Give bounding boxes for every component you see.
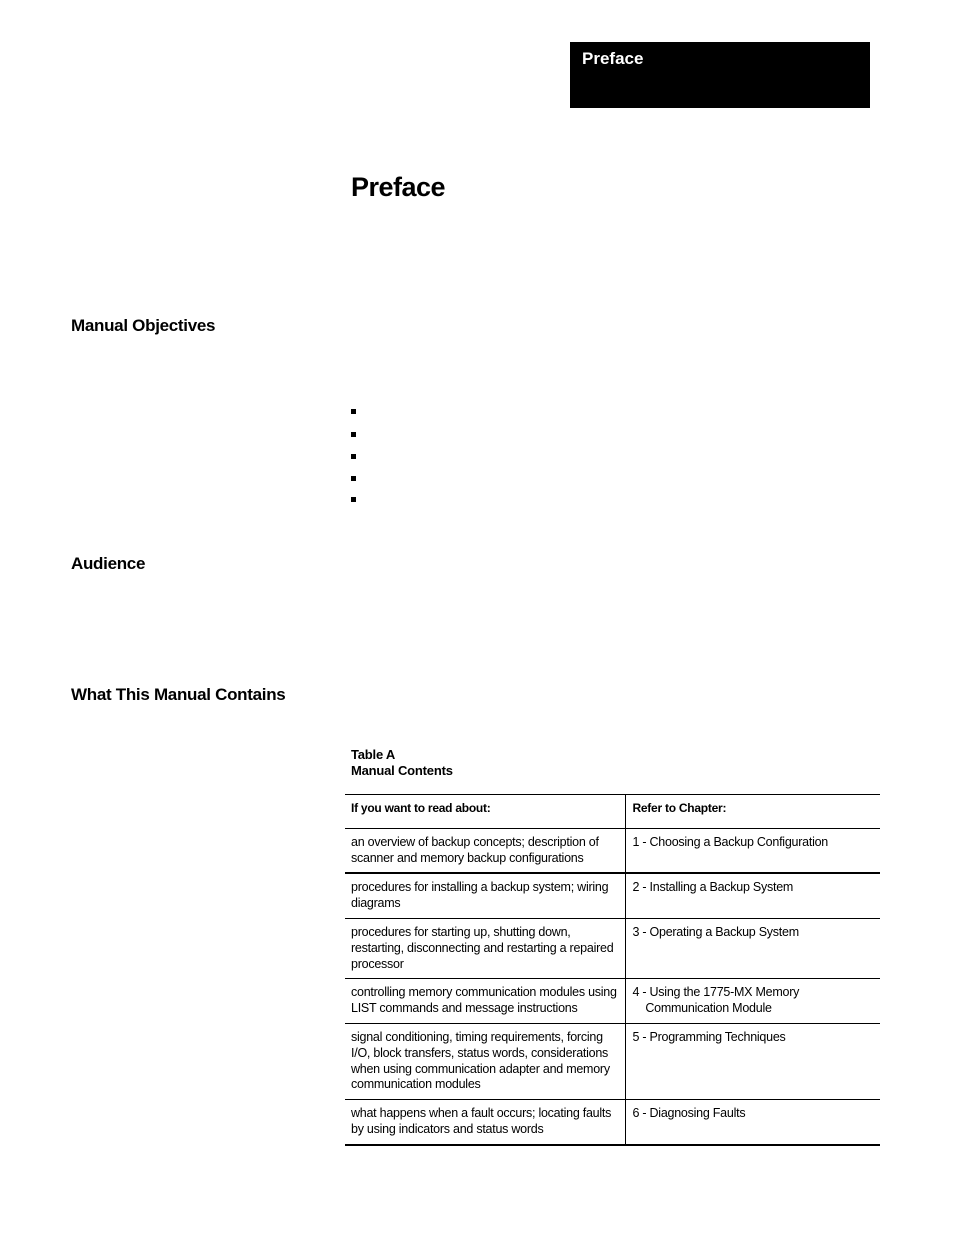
table-cell-chapter: 4 - Using the 1775-MX Memory Communication Module [626,979,880,1024]
table-cell-chapter: 2 - Installing a Backup System [626,873,880,918]
table-cell-chapter: 5 - Programming Techniques [626,1023,880,1099]
table-caption-label: Table A [351,747,396,762]
bullet-marker [351,454,356,459]
bullet-marker [351,432,356,437]
table-row [345,918,880,978]
table-row [345,1023,880,1099]
bullet-marker [351,476,356,481]
table-caption-title: Manual Contents [351,763,453,778]
table-cell-chapter: 6 - Diagnosing Faults [626,1100,880,1145]
table-cell-chapter: 1 - Choosing a Backup Configuration [626,828,880,873]
header-tab-label: Preface [582,49,644,68]
manual-contents-table [345,794,880,1146]
table-cell-topic: signal conditioning, timing requirements, forcing I/O, block transfers, status words, considerations when using communication adapter and memory communication modules [345,1023,626,1099]
table-header-row [345,795,880,829]
table-cell-topic: controlling memory communication modules using LIST commands and message instructions [345,979,626,1024]
page-title: Preface [351,172,446,202]
column-header-chapter: Refer to Chapter: [626,795,880,829]
table-cell-topic: an overview of backup concepts; description of scanner and memory backup configurations [345,828,626,873]
table-row [345,873,880,918]
section-heading-audience: Audience [71,554,146,573]
table-row [345,1100,880,1145]
column-header-topic: If you want to read about: [345,795,626,829]
table-row [345,828,880,873]
table-caption [351,747,453,779]
bullet-marker [351,497,356,502]
section-heading-manual-objectives: Manual Objectives [71,316,216,335]
table-cell-topic: procedures for starting up, shutting down, restarting, disconnecting and restarting a repaired processor [345,918,626,978]
bullet-marker [351,409,356,414]
table-cell-topic: what happens when a fault occurs; locating faults by using indicators and status words [345,1100,626,1145]
header-tab [570,42,870,108]
table-cell-topic: procedures for installing a backup system; wiring diagrams [345,873,626,918]
section-heading-what-this-manual-contains: What This Manual Contains [71,685,286,704]
table-row [345,979,880,1024]
table-cell-chapter: 3 - Operating a Backup System [626,918,880,978]
